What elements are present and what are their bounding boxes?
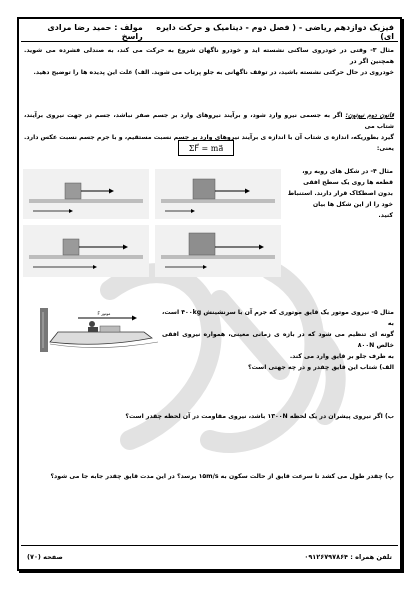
example3-line2: خودروی در حال حرکتی نشسته باشید، در توقف ناگهانی به جلو پرتاب می شوید. الف) علت این پدیده ها را توضیح دهید. bbox=[33, 69, 394, 76]
figure-panel-3 bbox=[23, 225, 149, 277]
example4-line3: کنید. bbox=[378, 212, 393, 219]
example5-block bbox=[162, 307, 394, 373]
example4-line1: مثال ۴- در شکل های روبه رو، قطعه ها روی یک سطح افقی bbox=[302, 168, 393, 186]
figure-panel-2 bbox=[155, 169, 281, 219]
figure-panel-1 bbox=[23, 169, 149, 219]
part-p: پ) چقدر طول می کشد تا سرعت قایق از حالت سکون به ۱۵m/s برسد؟ در این مدت قایق چقدر جابه جا می شود؟ bbox=[50, 473, 394, 480]
header-title: فیزیک دوازدهم ریاضی - ( فصل دوم - دینامیک و حرکت دایره ای) bbox=[156, 22, 394, 41]
example4-line2: بدون اصطکاک قرار دارند. استنباط خود را از این شکل ها بیان bbox=[287, 190, 393, 208]
example3-block bbox=[24, 45, 394, 78]
newton2-text1: اگر به جسمی نیرو وارد شود، و برآیند نیروهای وارد بر جسم صفر نباشد، جسم در جهت نیروی برآیند، شتاب می bbox=[24, 112, 394, 130]
figure-panel-4 bbox=[155, 225, 281, 277]
part-b: ب) اگر نیروی پیشران در یک لحظه ۱۳۰۰N باشد، نیروی مقاومت در آن لحظه چقدر است؟ bbox=[125, 413, 394, 420]
boat-figure bbox=[40, 308, 160, 352]
page-header bbox=[21, 22, 398, 42]
boat-force-label: F⃗ موتور bbox=[97, 311, 111, 316]
example5-line3: به طرف جلو بر قایق وارد می کند. bbox=[289, 353, 394, 360]
page-footer bbox=[21, 545, 398, 567]
footer-phone: تلفن همراه : ۰۹۱۲۶۷۹۷۸۶۴ bbox=[304, 552, 392, 561]
example5-line2: گونه ای تنظیم می شود که در بازه ی زمانی معینی، همواره نیروی افقی خالص ۸۰۰N bbox=[162, 331, 394, 349]
header-author: مولف : حمید رضا مرادی راسخ bbox=[47, 22, 143, 41]
footer-page-number: صفحه (۷۰) bbox=[27, 552, 63, 561]
newton2-line1 bbox=[24, 110, 394, 132]
example4-block bbox=[285, 166, 393, 221]
newton2-line2: گیرد بطوریکه، اندازه ی شتاب آن با اندازه ی برآیند نیروهای وارد بر جسم نسبت مستقیم، و با جرم جسم نسبت عکس دارد. یعنی: bbox=[24, 134, 394, 152]
newton2-title: قانون دوم نیوتون: bbox=[345, 112, 395, 119]
newton2-formula: ΣF⃗ = ma⃗ bbox=[178, 140, 234, 156]
example5-line4: الف) شتاب این قایق چقدر و در چه جهتی است؟ bbox=[248, 364, 394, 371]
example3-line1: مثال ۳- وقتی در خودروی ساکنی نشسته اید و خودرو ناگهان شروع به حرکت می کند، به صندلی فشرده می شوید. همچنین اگر در bbox=[24, 47, 395, 65]
example5-line1: مثال ۵- نیروی موتور یک قایق موتوری که جرم آن با سرنشینش ۴۰۰kg است، به bbox=[162, 309, 394, 327]
example4-figures bbox=[23, 169, 281, 277]
